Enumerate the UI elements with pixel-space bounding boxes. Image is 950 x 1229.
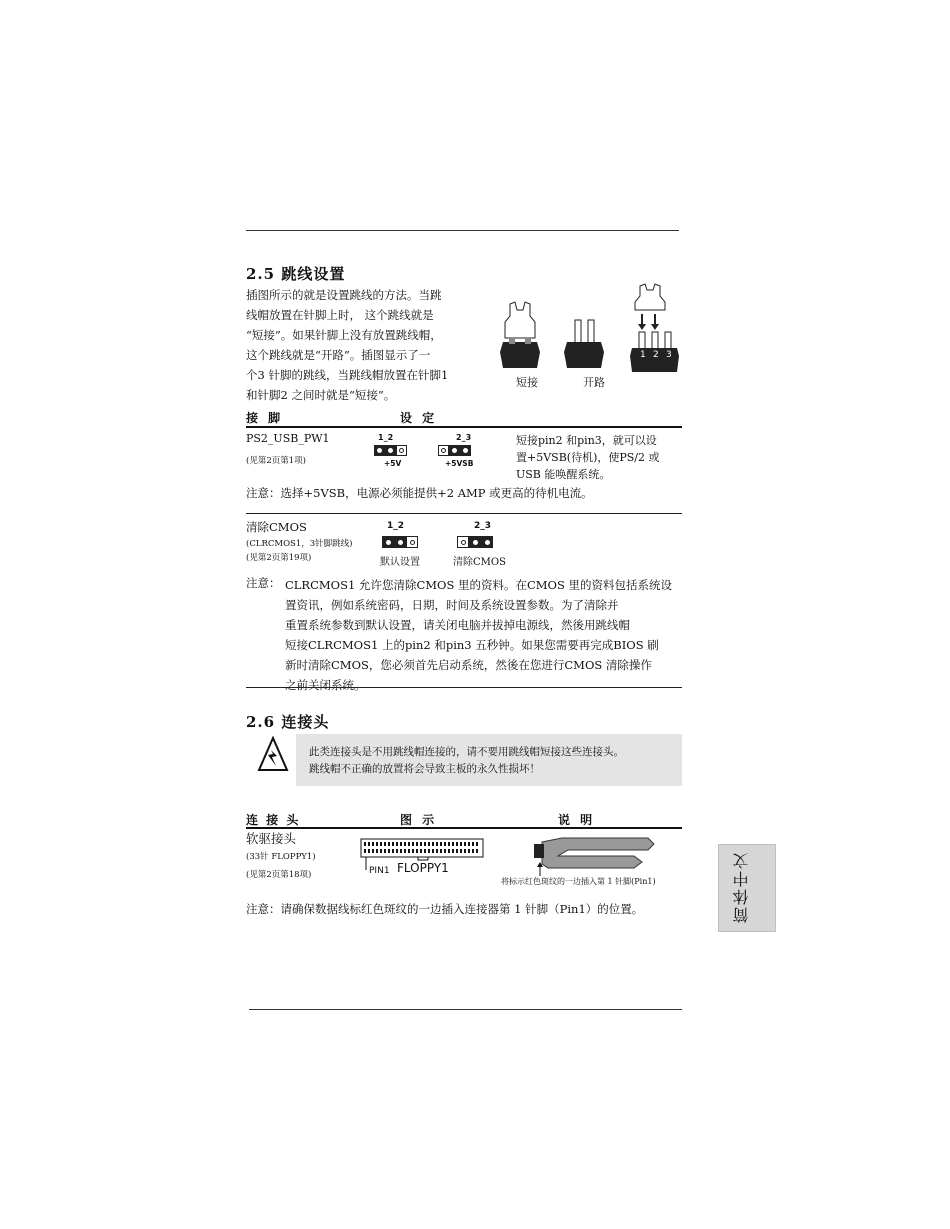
short-caption: 短接 bbox=[516, 376, 538, 389]
floppy-ref: (见第2页第18项) bbox=[246, 870, 312, 880]
pin-number-3: 3 bbox=[666, 350, 672, 360]
bottom-rule bbox=[249, 1009, 682, 1010]
cmos-jumper-1-2 bbox=[382, 536, 418, 548]
short-jumper-figure bbox=[500, 302, 540, 368]
ps2-jumper-1-2 bbox=[374, 445, 407, 456]
floppy-cable-caption: 将标示红色斑纹的一边插入第 1 针脚(Pin1) bbox=[501, 877, 656, 886]
ps2-usb-pw1-ref: (见第2页第1项) bbox=[246, 456, 306, 466]
pin bbox=[457, 536, 469, 548]
col-header-connector: 连 接 头 bbox=[246, 813, 301, 827]
clear-cmos-sub: (CLRCMOS1，3针脚跳线) bbox=[246, 539, 353, 549]
table-header-rule bbox=[246, 426, 682, 428]
ps2-description: 短接pin2 和pin3，就可以设 置+5VSB(待机)，使PS/2 或 USB 能唤醒系统。 bbox=[516, 434, 660, 481]
cmos-jumper-1-2-caption: 默认设置 bbox=[380, 557, 420, 568]
cmos-jumper-2-3-label: 2_3 bbox=[474, 521, 492, 531]
cmos-jumper-1-2-label: 1_2 bbox=[387, 521, 405, 531]
warning-icon bbox=[257, 736, 289, 774]
pin bbox=[385, 445, 396, 456]
pin bbox=[374, 445, 385, 456]
note-cmos-text: CLRCMOS1 允许您清除CMOS 里的资料。在CMOS 里的资料包括系统设 置资讯，例如系统密码，日期，时间及系统设置参数。为了清除并 重置系统参数到默认设置，请关闭电脑并拔掉电源线，然後用跳线帽 短接CLRCMOS1 上的pin2 和pin3 五秒钟。如果您需要再完成BIOS 刷 新时清除CMOS，您必须首先启动系统，然後在您进行CMOS 清除操作 之前关闭系统。 bbox=[285, 578, 673, 692]
section-2-5-title: 2.5 跳线设置 bbox=[246, 265, 346, 283]
ps2-jumper-1-2-label: 1_2 bbox=[378, 433, 394, 442]
floppy-name: 软驱接头 bbox=[246, 831, 297, 846]
ps2-jumper-1-2-caption: +5V bbox=[384, 459, 402, 468]
clear-cmos-ref: (见第2页第19项) bbox=[246, 553, 312, 563]
pin bbox=[469, 536, 481, 548]
pin bbox=[438, 445, 449, 456]
pin-number-2: 2 bbox=[653, 350, 659, 360]
pin bbox=[406, 536, 418, 548]
floppy-pin1-label: PIN1 bbox=[369, 866, 390, 876]
section-end-rule bbox=[246, 687, 682, 688]
floppy-connector-label: FLOPPY1 bbox=[397, 861, 449, 875]
note-5vsb: 注意：选择+5VSB，电源必须能提供+2 AMP 或更高的待机电流。 bbox=[246, 486, 593, 500]
note-floppy: 注意：请确保数据线标红色斑纹的一边插入连接器第 1 针脚（Pin1）的位置。 bbox=[246, 902, 644, 916]
connector-header-rule bbox=[246, 827, 682, 829]
ps2-jumper-2-3-caption: +5VSB bbox=[445, 459, 474, 468]
pin bbox=[449, 445, 460, 456]
pin bbox=[481, 536, 493, 548]
pin bbox=[382, 536, 394, 548]
jumper-intro-text: 插图所示的就是设置跳线的方法。当跳 线帽放置在针脚上时， 这个跳线就是 “短接”。如果针脚上没有放置跳线帽， 这个跳线就是“开路”。插图显示了一 个3 针脚的跳线，当跳线帽放置在针脚1 和针脚2 之间时就是“短接”。 bbox=[246, 288, 449, 402]
col-header-description: 说 明 bbox=[558, 813, 596, 827]
section-2-6-title: 2.6 连接头 bbox=[246, 713, 330, 731]
col-header-figure: 图 示 bbox=[400, 813, 438, 827]
pin bbox=[460, 445, 471, 456]
note-cmos-lead: 注意： bbox=[246, 576, 281, 590]
pin-number-1: 1 bbox=[640, 350, 646, 360]
floppy-cable-figure bbox=[528, 834, 663, 878]
col-header-setting: 设 定 bbox=[400, 411, 438, 425]
top-rule bbox=[246, 230, 679, 231]
floppy-sub: (33针 FLOPPY1) bbox=[246, 852, 316, 862]
ps2-jumper-2-3 bbox=[438, 445, 471, 456]
warning-text: 此类连接头是不用跳线帽连接的，请不要用跳线帽短接这些连接头。 跳线帽不正确的放置将会导致主板的永久性损坏！ bbox=[309, 746, 624, 775]
row-divider-1 bbox=[246, 513, 682, 514]
cmos-jumper-2-3 bbox=[457, 536, 493, 548]
ps2-usb-pw1-name: PS2_USB_PW1 bbox=[246, 432, 330, 445]
cmos-jumper-2-3-caption: 清除CMOS bbox=[453, 557, 506, 568]
pin bbox=[396, 445, 407, 456]
language-side-tab-label: 简体中文 bbox=[732, 851, 751, 923]
open-jumper-figure bbox=[564, 320, 604, 368]
clear-cmos-name: 清除CMOS bbox=[246, 520, 307, 534]
open-caption: 开路 bbox=[583, 376, 605, 389]
col-header-pin: 接 脚 bbox=[246, 411, 284, 425]
pin bbox=[394, 536, 406, 548]
ps2-jumper-2-3-label: 2_3 bbox=[456, 433, 472, 442]
